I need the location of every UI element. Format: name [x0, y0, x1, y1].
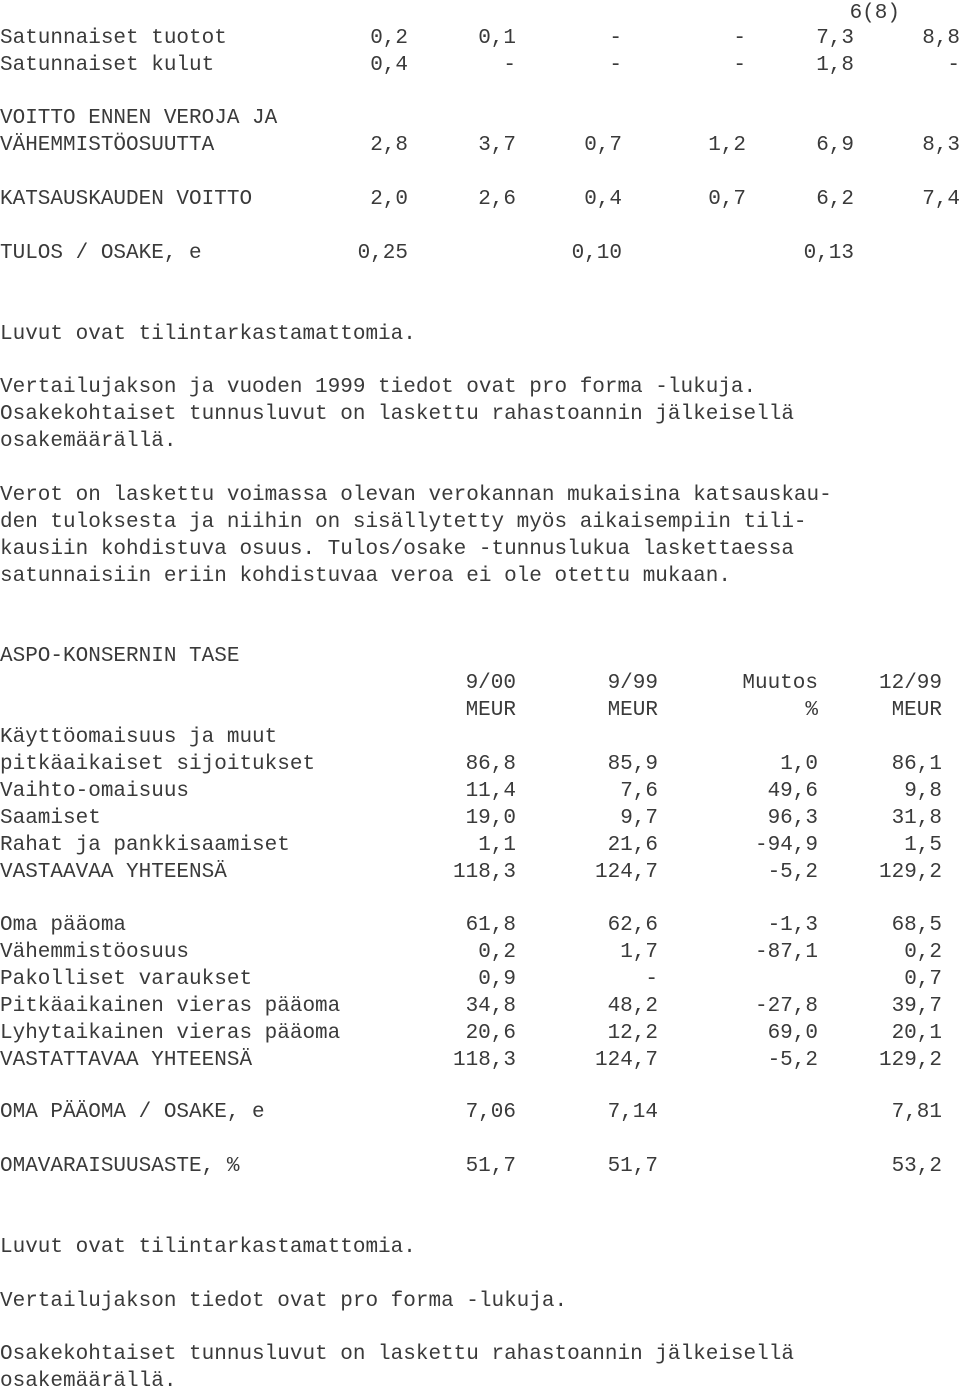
note-tax-1: Verot on laskettu voimassa olevan verokannan mukaisina katsauskau- [0, 484, 832, 507]
value: 7,14 [607, 1101, 658, 1124]
row-label: Pitkäaikainen vieras pääoma [0, 995, 341, 1018]
value: 0,2 [478, 941, 516, 964]
liability-row [0, 912, 960, 939]
eps-row [0, 240, 960, 267]
value: 62,6 [607, 914, 658, 937]
value: 7,81 [891, 1101, 942, 1124]
note-pro-forma-2: Osakekohtaiset tunnusluvut on laskettu rahastoannin jälkeisellä [0, 403, 794, 426]
liability-row [0, 993, 960, 1020]
row-label: Saamiset [0, 807, 101, 830]
asset-row [0, 751, 960, 778]
value: 118,3 [452, 1049, 516, 1072]
value: 9,8 [904, 780, 942, 803]
value: 0,7 [904, 968, 942, 991]
value: 7,3 [816, 27, 854, 50]
value: 0,2 [904, 941, 942, 964]
note-pro-forma-3: osakemäärällä. [0, 430, 177, 453]
value: - [733, 54, 746, 77]
period-profit-row [0, 186, 960, 213]
liability-row [0, 1020, 960, 1047]
value: 0,4 [584, 188, 622, 211]
row-label: pitkäaikaiset sijoitukset [0, 753, 316, 776]
value: 68,5 [891, 914, 942, 937]
column-unit: MEUR [607, 699, 658, 722]
note-tax-4: satunnaisiin eriin kohdistuvaa veroa ei ole otettu mukaan. [0, 565, 731, 588]
row-label: Lyhytaikainen vieras pääoma [0, 1022, 341, 1045]
value: 1,5 [904, 834, 942, 857]
asset-row [0, 832, 960, 859]
value: 11,4 [465, 780, 516, 803]
value: 1,8 [816, 54, 854, 77]
value: 19,0 [465, 807, 516, 830]
column-header: 9/99 [607, 672, 658, 695]
note-unaudited-2: Luvut ovat tilintarkastamattomia. [0, 1236, 416, 1259]
value: 12,2 [607, 1022, 658, 1045]
income-row [0, 25, 960, 52]
value: 0,25 [357, 242, 408, 265]
balance-sheet-units [0, 697, 960, 724]
value: 0,9 [478, 968, 516, 991]
value: 0,1 [478, 27, 516, 50]
value: 129,2 [878, 861, 942, 884]
value: 48,2 [607, 995, 658, 1018]
value: 1,7 [620, 941, 658, 964]
value: 2,6 [478, 188, 516, 211]
value: 86,1 [891, 753, 942, 776]
equity-per-share-row [0, 1099, 960, 1126]
value: - [947, 54, 960, 77]
value: 0,10 [571, 242, 622, 265]
note-unaudited: Luvut ovat tilintarkastamattomia. [0, 323, 416, 346]
note-tax-3: kausiin kohdistuva osuus. Tulos/osake -tunnuslukua laskettaessa [0, 538, 794, 561]
note-pro-forma-1: Vertailujakson ja vuoden 1999 tiedot ovat pro forma -lukuja. [0, 376, 757, 399]
row-label: Pakolliset varaukset [0, 968, 253, 991]
value: 2,8 [370, 134, 408, 157]
row-label: TULOS / OSAKE, e [0, 242, 202, 265]
value: 129,2 [878, 1049, 942, 1072]
value: 2,0 [370, 188, 408, 211]
value: 6,9 [816, 134, 854, 157]
value: 21,6 [607, 834, 658, 857]
value: -27,8 [754, 995, 818, 1018]
value: 51,7 [465, 1155, 516, 1178]
balance-sheet-headers [0, 670, 960, 697]
row-label: Satunnaiset tuotot [0, 27, 227, 50]
balance-sheet-title: ASPO-KONSERNIN TASE [0, 645, 240, 668]
value: 7,06 [465, 1101, 516, 1124]
liability-row [0, 1047, 960, 1074]
value: 31,8 [891, 807, 942, 830]
column-header: 9/00 [465, 672, 516, 695]
row-label: Oma pääoma [0, 914, 127, 937]
value: 20,6 [465, 1022, 516, 1045]
value: - [609, 54, 622, 77]
note-per-share-1: Osakekohtaiset tunnusluvut on laskettu rahastoannin jälkeisellä [0, 1343, 794, 1366]
asset-row [0, 805, 960, 832]
column-unit: % [805, 699, 818, 722]
value: 0,7 [584, 134, 622, 157]
row-label: Satunnaiset kulut [0, 54, 215, 77]
liability-row [0, 939, 960, 966]
value: -87,1 [754, 941, 818, 964]
value: - [503, 54, 516, 77]
profit-before-taxes-row [0, 132, 960, 159]
row-label: VASTAAVAA YHTEENSÄ [0, 861, 227, 884]
value: 124,7 [594, 861, 658, 884]
value: 61,8 [465, 914, 516, 937]
asset-row [0, 778, 960, 805]
asset-row [0, 859, 960, 886]
value: - [609, 27, 622, 50]
value: 7,4 [922, 188, 960, 211]
value: 51,7 [607, 1155, 658, 1178]
value: 124,7 [594, 1049, 658, 1072]
value: 0,13 [803, 242, 854, 265]
column-header: Muutos [742, 672, 818, 695]
value: - [645, 968, 658, 991]
income-row [0, 52, 960, 79]
column-unit: MEUR [891, 699, 942, 722]
page-number: 6(8) [849, 2, 900, 25]
row-label: Rahat ja pankkisaamiset [0, 834, 290, 857]
value: -1,3 [767, 914, 818, 937]
value: - [733, 27, 746, 50]
equity-ratio-row [0, 1153, 960, 1180]
assets-label-line1: Käyttöomaisuus ja muut [0, 726, 278, 749]
value: 118,3 [452, 861, 516, 884]
value: 34,8 [465, 995, 516, 1018]
column-unit: MEUR [465, 699, 516, 722]
value: 9,7 [620, 807, 658, 830]
value: 86,8 [465, 753, 516, 776]
liability-row [0, 966, 960, 993]
value: 1,2 [708, 134, 746, 157]
row-label: Vaihto-omaisuus [0, 780, 190, 803]
value: 1,0 [780, 753, 818, 776]
value: -5,2 [767, 861, 818, 884]
value: 85,9 [607, 753, 658, 776]
value: 49,6 [767, 780, 818, 803]
value: 39,7 [891, 995, 942, 1018]
row-label: Vähemmistöosuus [0, 941, 190, 964]
value: 69,0 [767, 1022, 818, 1045]
value: 0,2 [370, 27, 408, 50]
row-label: OMA PÄÄOMA / OSAKE, e [0, 1101, 265, 1124]
value: 8,8 [922, 27, 960, 50]
row-label: VÄHEMMISTÖOSUUTTA [0, 134, 215, 157]
note-tax-2: den tuloksesta ja niihin on sisällytetty myös aikaisempiin tili- [0, 511, 807, 534]
value: 3,7 [478, 134, 516, 157]
value: 7,6 [620, 780, 658, 803]
note-per-share-2: osakemäärällä. [0, 1370, 177, 1393]
row-label: KATSAUSKAUDEN VOITTO [0, 188, 253, 211]
value: 6,2 [816, 188, 854, 211]
note-pro-forma-2b: Vertailujakson tiedot ovat pro forma -lukuja. [0, 1290, 568, 1313]
value: 0,4 [370, 54, 408, 77]
value: -94,9 [754, 834, 818, 857]
row-label: OMAVARAISUUSASTE, % [0, 1155, 240, 1178]
value: 20,1 [891, 1022, 942, 1045]
value: 96,3 [767, 807, 818, 830]
value: 1,1 [478, 834, 516, 857]
value: 0,7 [708, 188, 746, 211]
value: -5,2 [767, 1049, 818, 1072]
profit-before-taxes-label-1: VOITTO ENNEN VEROJA JA [0, 107, 278, 130]
value: 53,2 [891, 1155, 942, 1178]
value: 8,3 [922, 134, 960, 157]
column-header: 12/99 [878, 672, 942, 695]
row-label: VASTATTAVAA YHTEENSÄ [0, 1049, 253, 1072]
